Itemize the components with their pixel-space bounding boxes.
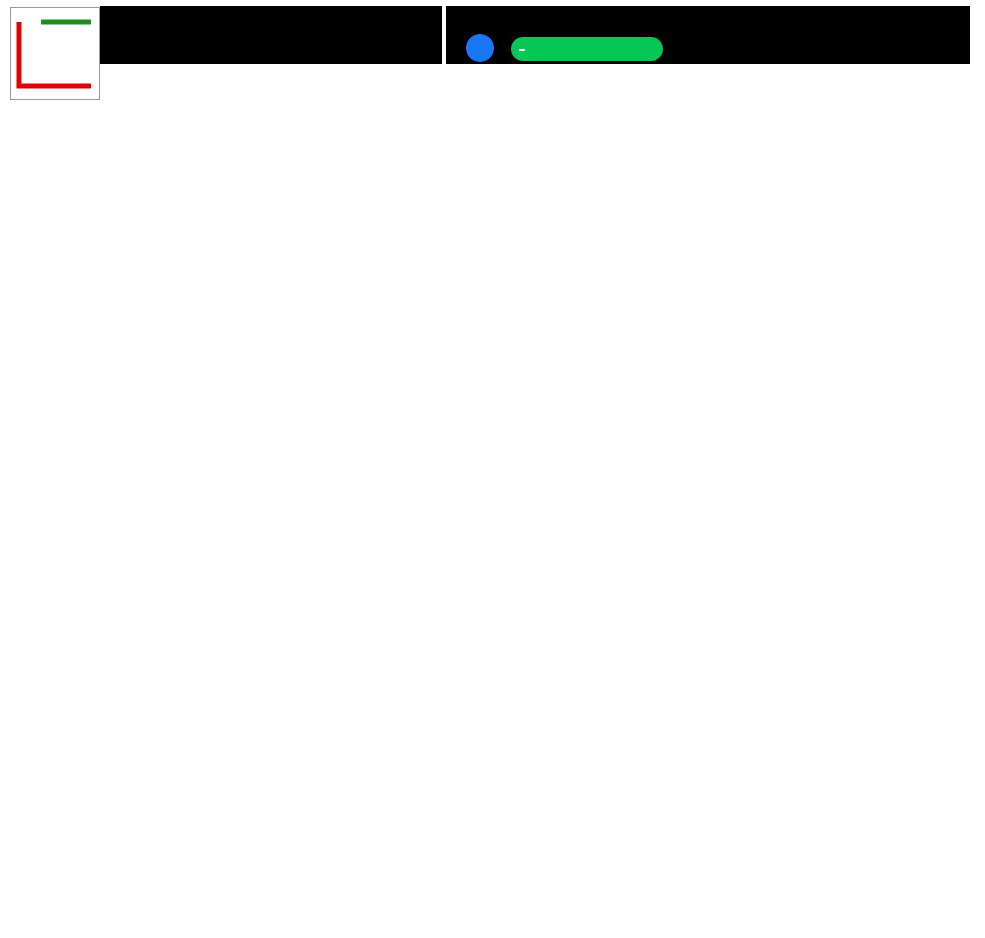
report-date <box>100 35 442 61</box>
tf-logo-icon <box>11 8 99 99</box>
tfex-logo <box>10 7 100 100</box>
facebook-icon[interactable] <box>466 34 494 62</box>
contact-heading <box>446 9 970 35</box>
title-block <box>100 6 442 64</box>
line-chat-icon <box>519 49 525 51</box>
page-title <box>100 9 442 35</box>
line-openchat-badge[interactable] <box>511 37 663 61</box>
contact-block <box>446 6 970 64</box>
